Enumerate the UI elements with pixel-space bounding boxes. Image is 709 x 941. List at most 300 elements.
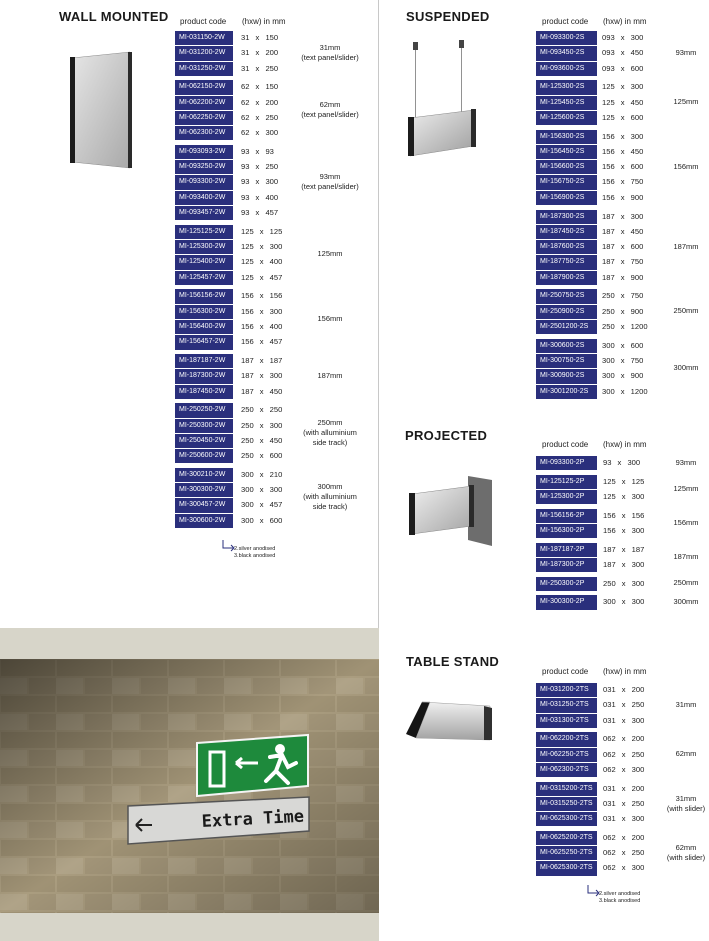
width-value: 250 [265, 162, 279, 172]
table-legend [599, 891, 640, 905]
size-note [295, 482, 365, 512]
dimensions [603, 812, 644, 826]
times-sign: x [259, 485, 264, 495]
height-value: 156 [602, 177, 615, 187]
dimensions [241, 175, 278, 189]
times-sign: x [259, 469, 264, 479]
size-note-line: (text panel/slider) [301, 52, 359, 62]
times-sign: x [620, 211, 625, 221]
size-note-line: 300mm [317, 482, 343, 492]
suspended-sign-image [406, 38, 478, 158]
width-value: 300 [631, 559, 645, 569]
height-value: 62 [241, 128, 250, 138]
times-sign: x [621, 863, 626, 873]
times-sign: x [621, 559, 626, 569]
times-sign: x [621, 814, 626, 824]
product-code: MI-0625300-2TS [536, 812, 597, 826]
dimensions [241, 206, 278, 220]
dimensions [603, 490, 644, 504]
dimensions [241, 225, 282, 239]
width-value: 600 [630, 242, 644, 252]
times-sign: x [259, 515, 264, 525]
width-value: 187 [631, 544, 645, 554]
width-value: 125 [631, 476, 645, 486]
size-note [651, 97, 709, 107]
dimensions [241, 255, 282, 269]
dimensions [241, 514, 282, 528]
height-value: 31 [241, 48, 250, 58]
size-note-line: (with slider) [666, 852, 706, 862]
height-value: 187 [241, 356, 254, 365]
dimensions [241, 335, 282, 349]
height-value: 62 [241, 112, 250, 122]
dimensions [603, 763, 644, 777]
dimensions [602, 305, 643, 319]
times-sign: x [621, 578, 626, 588]
product-code: MI-031200-2W [175, 46, 233, 60]
product-code: MI-125300-2S [536, 80, 597, 94]
product-code: MI-062300-2TS [536, 763, 597, 777]
wall-mounted-sign-image [66, 50, 136, 170]
times-sign: x [259, 405, 264, 415]
size-note [651, 597, 709, 607]
times-sign: x [620, 340, 625, 350]
dimensions [241, 354, 282, 368]
width-value: 250 [631, 848, 645, 858]
times-sign: x [621, 764, 626, 774]
size-note-line: 300mm [673, 597, 699, 607]
size-note-line: (with slider) [666, 803, 706, 813]
width-value: 300 [630, 211, 644, 221]
size-note-line: 250mm [673, 578, 699, 588]
width-value: 250 [631, 749, 645, 759]
size-note-line: 93mm [675, 47, 697, 57]
projected-title: PROJECTED [405, 428, 488, 443]
height-value: 250 [241, 420, 254, 430]
product-code: MI-156457-2W [175, 335, 233, 349]
width-value: 300 [631, 578, 645, 588]
dimensions [602, 62, 643, 76]
times-sign: x [617, 458, 622, 467]
times-sign: x [259, 500, 264, 510]
dimensions [602, 289, 643, 303]
width-value: 450 [630, 146, 644, 156]
susp-hdr-dim: (hxw) in mm [603, 17, 647, 26]
width-value: 450 [630, 97, 644, 107]
dimensions [241, 419, 282, 433]
width-value: 156 [269, 291, 283, 301]
wall-legend-silver: 2.silver anodised [234, 546, 276, 552]
width-value: 400 [265, 192, 279, 202]
width-value: 300 [627, 458, 641, 467]
times-sign: x [620, 146, 625, 156]
size-note [295, 418, 365, 448]
height-value: 156 [602, 162, 615, 172]
height-value: 300 [241, 469, 254, 479]
size-note-line: 187mm [673, 241, 699, 251]
dimensions [602, 339, 643, 353]
table-hdr-code: product code [542, 667, 589, 676]
times-sign: x [620, 242, 625, 252]
times-sign: x [620, 97, 625, 107]
dimensions [602, 320, 648, 334]
width-value: 900 [630, 192, 644, 202]
product-code: MI-0315200-2TS [536, 782, 597, 796]
size-note [295, 371, 365, 381]
times-sign: x [621, 525, 626, 535]
dimensions [241, 145, 274, 159]
width-value: 600 [630, 340, 644, 350]
times-sign: x [259, 386, 264, 396]
product-code: MI-300300-2P [536, 595, 597, 609]
height-value: 250 [241, 451, 254, 461]
size-note-line: (with alluminium [303, 492, 357, 502]
times-sign: x [621, 848, 626, 858]
proj-hdr-dim: (hxw) in mm [603, 440, 647, 449]
size-note-line: 300mm [673, 363, 699, 373]
size-note [651, 700, 709, 710]
proj-hdr-code: product code [542, 440, 589, 449]
width-value: 600 [269, 451, 283, 461]
product-code: MI-156750-2S [536, 175, 597, 189]
product-code: MI-125400-2W [175, 255, 233, 269]
product-code: MI-187600-2S [536, 240, 597, 254]
size-note-line: 125mm [673, 97, 699, 107]
dimensions [241, 111, 278, 125]
height-value: 062 [603, 832, 616, 842]
times-sign: x [620, 192, 625, 202]
height-value: 250 [603, 578, 616, 588]
dimensions [602, 385, 648, 399]
width-value: 250 [269, 405, 283, 415]
size-note [651, 749, 709, 759]
dimensions [241, 369, 282, 383]
size-note-line: 156mm [673, 161, 699, 171]
height-value: 31 [241, 63, 250, 73]
height-value: 093 [602, 48, 615, 58]
product-code: MI-156450-2S [536, 145, 597, 159]
times-sign: x [621, 783, 626, 793]
dimensions [241, 305, 282, 319]
height-value: 156 [241, 291, 254, 301]
size-note [651, 162, 709, 172]
product-code: MI-187900-2S [536, 271, 597, 285]
dimensions [603, 782, 644, 796]
width-value: 450 [269, 386, 283, 396]
dimensions [602, 160, 643, 174]
width-value: 300 [631, 597, 645, 607]
wall-legend [234, 546, 275, 560]
height-value: 93 [241, 192, 250, 202]
width-value: 450 [269, 435, 283, 445]
width-value: 750 [630, 257, 644, 267]
height-value: 187 [602, 226, 615, 236]
sign-photo [0, 659, 379, 913]
times-sign: x [255, 128, 260, 138]
size-note [651, 484, 709, 494]
product-code: MI-300600-2S [536, 339, 597, 353]
size-note-line: 250mm [317, 417, 343, 427]
product-code: MI-300457-2W [175, 498, 233, 512]
times-sign: x [621, 491, 626, 501]
times-sign: x [621, 749, 626, 759]
height-value: 093 [602, 63, 615, 73]
width-value: 300 [269, 485, 283, 495]
dimensions [241, 240, 282, 254]
width-value: 300 [631, 863, 645, 873]
width-value: 457 [269, 337, 283, 347]
column-divider [378, 0, 379, 628]
times-sign: x [620, 306, 625, 316]
product-code: MI-300300-2W [175, 483, 233, 497]
product-code: MI-250300-2W [175, 419, 233, 433]
dimensions [603, 748, 644, 762]
size-note-line: side track) [312, 502, 348, 512]
times-sign: x [620, 112, 625, 122]
width-value: 187 [269, 356, 283, 365]
dimensions [603, 831, 644, 845]
times-sign: x [255, 162, 260, 172]
dimensions [241, 498, 282, 512]
product-code: MI-093400-2W [175, 191, 233, 205]
sign-text: Extra Time [201, 806, 305, 832]
height-value: 156 [603, 510, 616, 520]
product-code: MI-300750-2S [536, 354, 597, 368]
height-value: 156 [241, 337, 254, 347]
product-code: MI-187300-2S [536, 210, 597, 224]
times-sign: x [620, 63, 625, 73]
dimensions [241, 434, 282, 448]
width-value: 300 [269, 242, 283, 252]
product-code: MI-156600-2S [536, 160, 597, 174]
product-code: MI-156156-2P [536, 509, 597, 523]
product-code: MI-156900-2S [536, 191, 597, 205]
table-stand-sign-image [404, 700, 494, 746]
times-sign: x [255, 177, 260, 187]
size-note [651, 843, 709, 863]
width-value: 300 [630, 131, 644, 141]
width-value: 125 [269, 226, 283, 236]
product-code: MI-062150-2W [175, 80, 233, 94]
times-sign: x [259, 451, 264, 461]
size-note-line: (text panel/slider) [301, 182, 359, 192]
width-value: 300 [269, 371, 283, 381]
times-sign: x [621, 597, 626, 607]
product-code: MI-093093-2W [175, 145, 233, 159]
times-sign: x [255, 82, 260, 92]
times-sign: x [620, 226, 625, 236]
times-sign: x [259, 272, 264, 282]
product-code: MI-187187-2W [175, 354, 233, 368]
dimensions [603, 861, 644, 875]
wall-mounted-title: WALL MOUNTED [59, 9, 169, 24]
product-code: MI-093457-2W [175, 206, 233, 220]
dimensions [603, 846, 644, 860]
height-value: 93 [241, 208, 250, 218]
times-sign: x [259, 420, 264, 430]
height-value: 93 [241, 162, 250, 172]
product-code: MI-031250-2TS [536, 698, 597, 712]
width-value: 750 [630, 291, 644, 301]
product-code: MI-031200-2TS [536, 683, 597, 697]
size-note-line: 156mm [317, 313, 343, 323]
height-value: 250 [602, 306, 615, 316]
width-value: 250 [265, 112, 279, 122]
size-note-line: 125mm [673, 483, 699, 493]
height-value: 300 [241, 485, 254, 495]
product-code: MI-187187-2P [536, 543, 597, 557]
dimensions [602, 255, 643, 269]
width-value: 1200 [630, 321, 648, 331]
size-note-line: 62mm [675, 749, 697, 759]
product-code: MI-125450-2S [536, 96, 597, 110]
dimensions [241, 80, 278, 94]
width-value: 900 [630, 272, 644, 282]
dimensions [602, 145, 643, 159]
size-note-line: 187mm [673, 551, 699, 561]
product-code: MI-125125-2P [536, 475, 597, 489]
height-value: 300 [241, 515, 254, 525]
height-value: 187 [602, 272, 615, 282]
width-value: 600 [269, 515, 283, 525]
product-code: MI-125600-2S [536, 111, 597, 125]
product-code: MI-156400-2W [175, 320, 233, 334]
dimensions [241, 96, 278, 110]
size-note [651, 458, 709, 468]
width-value: 156 [631, 510, 645, 520]
height-value: 062 [603, 848, 616, 858]
dimensions [603, 475, 644, 489]
height-value: 156 [602, 192, 615, 202]
height-value: 187 [603, 559, 616, 569]
size-note [295, 43, 365, 63]
product-code: MI-031300-2TS [536, 714, 597, 728]
size-note-line: 31mm [675, 699, 697, 709]
height-value: 187 [602, 257, 615, 267]
width-value: 457 [269, 272, 283, 282]
height-value: 062 [603, 734, 616, 744]
height-value: 156 [241, 321, 254, 331]
times-sign: x [259, 257, 264, 267]
size-note [295, 249, 365, 259]
height-value: 187 [602, 242, 615, 252]
product-code: MI-156300-2P [536, 524, 597, 538]
size-note-line: 31mm [675, 793, 697, 803]
dimensions [602, 130, 643, 144]
product-code: MI-093450-2S [536, 46, 597, 60]
width-value: 900 [630, 371, 644, 381]
height-value: 250 [602, 321, 615, 331]
width-value: 300 [631, 525, 645, 535]
dimensions [603, 714, 644, 728]
times-sign: x [255, 208, 260, 218]
times-sign: x [259, 337, 264, 347]
dimensions [602, 191, 643, 205]
product-code: MI-187750-2S [536, 255, 597, 269]
times-sign: x [620, 355, 625, 365]
times-sign: x [620, 33, 625, 42]
height-value: 125 [602, 97, 615, 107]
width-value: 300 [269, 420, 283, 430]
width-value: 250 [631, 700, 645, 710]
height-value: 125 [241, 257, 254, 267]
product-code: MI-250750-2S [536, 289, 597, 303]
times-sign: x [621, 544, 626, 554]
times-sign: x [255, 63, 260, 73]
height-value: 300 [241, 500, 254, 510]
height-value: 062 [603, 863, 616, 873]
product-code: MI-062200-2TS [536, 732, 597, 746]
times-sign: x [259, 356, 264, 365]
height-value: 031 [603, 700, 616, 710]
times-sign: x [620, 272, 625, 282]
height-value: 125 [603, 476, 616, 486]
wall-hdr-code: product code [180, 17, 227, 26]
times-sign: x [621, 700, 626, 710]
product-code: MI-300600-2W [175, 514, 233, 528]
size-note-line: 62mm [319, 99, 341, 109]
dimensions [603, 797, 644, 811]
dimensions [241, 320, 282, 334]
width-value: 600 [630, 162, 644, 172]
size-note-line: 93mm [319, 172, 341, 182]
width-value: 210 [269, 469, 283, 479]
dimensions [602, 96, 643, 110]
dimensions [241, 191, 278, 205]
height-value: 93 [241, 146, 250, 156]
dimensions [241, 385, 282, 399]
dimensions [241, 62, 278, 76]
product-code: MI-2501200-2S [536, 320, 597, 334]
dimensions [603, 683, 644, 697]
width-value: 750 [630, 355, 644, 365]
table-stand-title: TABLE STAND [406, 654, 500, 669]
width-value: 250 [265, 63, 279, 73]
height-value: 62 [241, 97, 250, 107]
height-value: 156 [241, 306, 254, 316]
height-value: 300 [602, 386, 615, 396]
height-value: 125 [241, 272, 254, 282]
width-value: 150 [265, 33, 279, 42]
height-value: 156 [602, 146, 615, 156]
times-sign: x [620, 82, 625, 92]
width-value: 457 [265, 208, 279, 218]
wall-hdr-dim: (hxw) in mm [242, 17, 286, 26]
times-sign: x [620, 321, 625, 331]
height-value: 187 [602, 211, 615, 221]
dimensions [602, 111, 643, 125]
product-code: MI-062250-2W [175, 111, 233, 125]
width-value: 300 [630, 82, 644, 92]
width-value: 300 [631, 814, 645, 824]
height-value: 062 [603, 749, 616, 759]
dimensions [241, 46, 278, 60]
product-code: MI-093250-2W [175, 160, 233, 174]
dimensions [241, 271, 282, 285]
times-sign: x [620, 291, 625, 301]
product-code: MI-250300-2P [536, 577, 597, 591]
times-sign: x [621, 715, 626, 725]
product-code: MI-3001200-2S [536, 385, 597, 399]
height-value: 062 [603, 764, 616, 774]
times-sign: x [621, 798, 626, 808]
height-value: 125 [241, 226, 254, 236]
times-sign: x [255, 97, 260, 107]
dimensions [602, 31, 643, 45]
width-value: 200 [631, 832, 645, 842]
height-value: 62 [241, 82, 250, 92]
width-value: 400 [269, 257, 283, 267]
